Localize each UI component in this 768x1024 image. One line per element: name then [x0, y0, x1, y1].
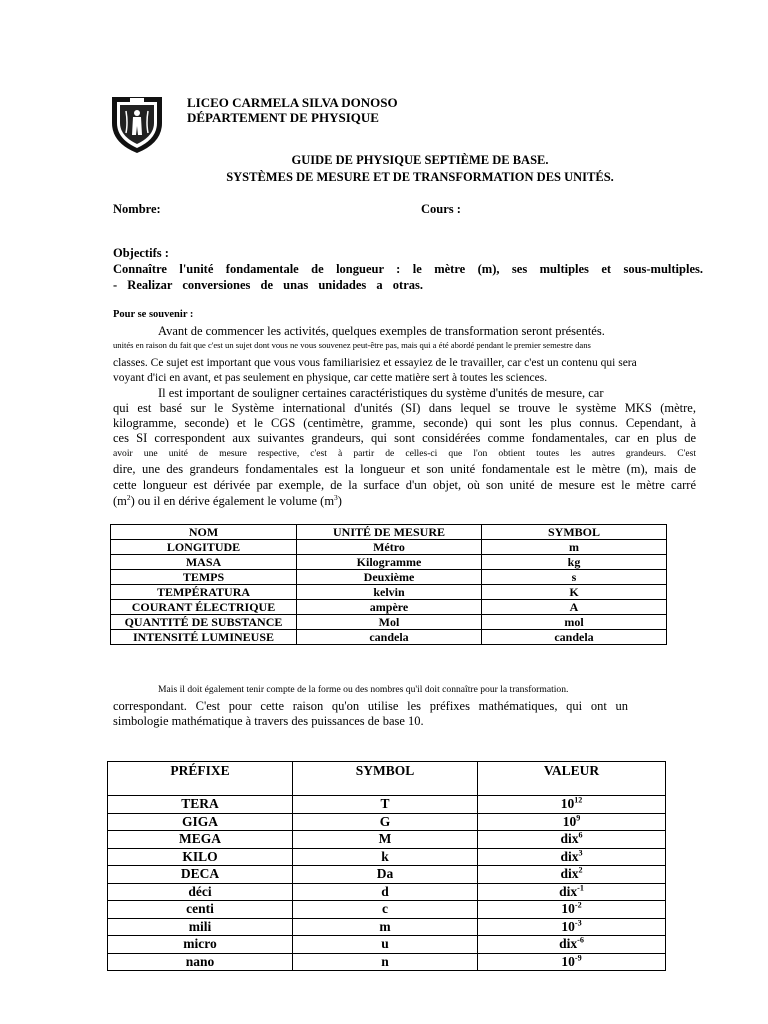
paragraph-line: qui est basé sur le Système international d'unités (SI) dans lequel se trouve le système MKS (mètre,	[113, 401, 696, 415]
table-cell: kelvin	[297, 585, 482, 600]
table-cell: dix	[559, 936, 578, 952]
table-cell	[478, 848, 666, 866]
paragraph-line: classes. Ce sujet est important que vous vous familiarisiez et essayiez de le travailler, car c'est un contenu qui sera	[113, 357, 637, 369]
table-cell: 10	[560, 796, 575, 812]
table-cell	[478, 866, 666, 884]
table-row	[108, 918, 666, 936]
table-cell: 9	[576, 813, 581, 823]
units-header-name: NOM	[111, 525, 297, 540]
table-cell: m	[293, 918, 478, 936]
table-cell: candela	[482, 630, 667, 645]
remember-heading: Pour se souvenir :	[113, 309, 194, 320]
school-name: LICEO CARMELA SILVA DONOSO	[187, 95, 398, 110]
table-row	[111, 600, 667, 615]
paragraph-line: dire, une des grandeurs fondamentales est la longueur et son unité fondamentale est le mètre (m), mais de	[113, 462, 696, 476]
table-cell: TERA	[108, 796, 293, 814]
table-cell	[478, 796, 666, 814]
table-row	[108, 883, 666, 901]
table-cell: m	[482, 540, 667, 555]
prefix-intro-line: correspondant. C'est pour cette raison qu'on utilise les préfixes mathématiques, qui ont un	[113, 699, 628, 713]
table-cell: Deuxième	[297, 570, 482, 585]
paragraph-line: avoir une unité de mesure respective, c'est à partir de celles-ci que l'on obtient toutes les autres grandeurs. C'est	[113, 448, 696, 459]
table-cell: TEMPS	[111, 570, 297, 585]
table-cell: 6	[578, 830, 583, 840]
table-cell: 3	[578, 848, 583, 858]
paragraph-line: Il est important de souligner certaines caractéristiques du système d'unités de mesure, car	[158, 386, 604, 400]
table-cell: u	[293, 936, 478, 954]
table-cell: dix	[560, 848, 579, 864]
table-cell: GIGA	[108, 813, 293, 831]
department-name: DÉPARTEMENT DE PHYSIQUE	[187, 110, 379, 125]
table-cell: 10	[562, 813, 577, 829]
objectives-heading: Objectifs :	[113, 246, 169, 260]
prefix-header-symbol: SYMBOL	[293, 762, 478, 796]
table-row	[111, 585, 667, 600]
table-cell: n	[293, 953, 478, 971]
table-cell: -9	[574, 953, 582, 963]
paragraph-line: unités en raison du fait que c'est un sujet dont vous ne vous souvenez peut-être pas, mais qui a été abordé pendant le premier semestre dans	[113, 340, 591, 350]
table-cell: LONGITUDE	[111, 540, 297, 555]
table-cell	[478, 901, 666, 919]
guide-title: GUIDE DE PHYSIQUE SEPTIÈME DE BASE.	[291, 153, 549, 167]
table-row	[111, 630, 667, 645]
table-cell: TEMPÉRATURA	[111, 585, 297, 600]
table-cell: G	[293, 813, 478, 831]
prefix-intro-line: simbologie mathématique à travers des puissances de base 10.	[113, 714, 424, 728]
table-cell: mili	[108, 918, 293, 936]
table-cell	[478, 936, 666, 954]
table-cell: 10	[561, 901, 575, 917]
paragraph-line: ces SI correspondent aux suivantes grandeurs, qui sont considérées comme fondamentales, car en plus de	[113, 431, 696, 445]
paragraph-line: kilogramme, seconde) et le CGS (centimètre, gramme, seconde) qui sont les plus connus. Cependant, à	[113, 416, 696, 430]
paragraph-line: Avant de commencer les activités, quelques exemples de transformation seront présentés.	[158, 324, 605, 338]
table-row	[108, 866, 666, 884]
table-cell: K	[482, 585, 667, 600]
table-cell: centi	[108, 901, 293, 919]
table-cell: QUANTITÉ DE SUBSTANCE	[111, 615, 297, 630]
table-cell: MEGA	[108, 831, 293, 849]
table-cell: mol	[482, 615, 667, 630]
table-cell: 10	[561, 918, 575, 934]
table-row	[108, 831, 666, 849]
table-cell: -2	[574, 900, 582, 910]
table-cell: 3	[334, 492, 338, 502]
table-cell: DECA	[108, 866, 293, 884]
table-cell: d	[293, 883, 478, 901]
table-row	[108, 796, 666, 814]
table-cell: nano	[108, 953, 293, 971]
table-cell: -6	[577, 935, 584, 945]
table-cell: ) ou il en dérive également le volume (m	[130, 494, 335, 508]
table-cell: MASA	[111, 555, 297, 570]
table-cell: kg	[482, 555, 667, 570]
table-cell: A	[482, 600, 667, 615]
table-cell	[478, 831, 666, 849]
table-row	[108, 936, 666, 954]
table-cell: INTENSITÉ LUMINEUSE	[111, 630, 297, 645]
table-cell: )	[337, 494, 342, 508]
table-cell: Kilogramme	[297, 555, 482, 570]
prefix-header-prefix: PRÉFIXE	[108, 762, 293, 796]
name-label: Nombre:	[113, 202, 161, 216]
units-table	[110, 524, 667, 645]
table-cell: c	[293, 901, 478, 919]
course-label: Cours :	[421, 202, 461, 216]
prefix-header-value: VALEUR	[478, 762, 666, 796]
paragraph-line: cette longueur est dérivée par exemple, de la surface d'un objet, où son unité de mesure est le mètre carré	[113, 478, 696, 492]
table-cell: dix	[559, 883, 578, 899]
table-cell: -3	[574, 918, 582, 928]
table-cell: dix	[560, 866, 579, 882]
objective-1: Connaître l'unité fondamentale de longueur : le mètre (m), ses multiples et sous-multiples.	[113, 262, 703, 276]
table-cell: 12	[574, 795, 583, 805]
units-header-symbol: SYMBOL	[482, 525, 667, 540]
paragraph-line	[113, 494, 696, 509]
table-cell: M	[293, 831, 478, 849]
table-cell: COURANT ÉLECTRIQUE	[111, 600, 297, 615]
table-row	[108, 901, 666, 919]
table-cell: 2	[578, 865, 583, 875]
table-cell: 2	[126, 492, 131, 502]
prefix-table	[107, 761, 666, 971]
table-cell: k	[293, 848, 478, 866]
table-cell	[478, 883, 666, 901]
table-row	[108, 848, 666, 866]
table-cell: s	[482, 570, 667, 585]
table-row	[108, 813, 666, 831]
table-cell: Métro	[297, 540, 482, 555]
table-cell: T	[293, 796, 478, 814]
school-crest-logo	[108, 93, 166, 155]
table-cell: candela	[297, 630, 482, 645]
table-row	[108, 953, 666, 971]
table-cell: déci	[108, 883, 293, 901]
objective-2: - Realizar conversiones de unas unidades a otras.	[113, 278, 423, 292]
table-cell: dix	[560, 831, 579, 847]
guide-subtitle: SYSTÈMES DE MESURE ET DE TRANSFORMATION DES UNITÉS.	[226, 170, 614, 184]
table-cell: Mol	[297, 615, 482, 630]
table-row	[111, 615, 667, 630]
table-cell: ampère	[297, 600, 482, 615]
table-cell: (m	[113, 494, 127, 508]
table-cell: micro	[108, 936, 293, 954]
table-row	[111, 570, 667, 585]
table-cell: 10	[561, 953, 575, 969]
table-row	[111, 540, 667, 555]
table-cell: -1	[577, 883, 584, 893]
table-cell: KILO	[108, 848, 293, 866]
table-cell	[478, 953, 666, 971]
table-cell: Da	[293, 866, 478, 884]
paragraph-line: voyant d'ici en avant, et pas seulement en physique, car cette matière sert à toutes les sciences.	[113, 372, 548, 384]
prefix-intro-line: Mais il doit également tenir compte de la forme ou des nombres qu'il doit connaître pour la transformation.	[158, 684, 569, 695]
units-header-unit: UNITÉ DE MESURE	[297, 525, 482, 540]
table-cell	[478, 918, 666, 936]
table-row	[111, 555, 667, 570]
table-cell	[478, 813, 666, 831]
